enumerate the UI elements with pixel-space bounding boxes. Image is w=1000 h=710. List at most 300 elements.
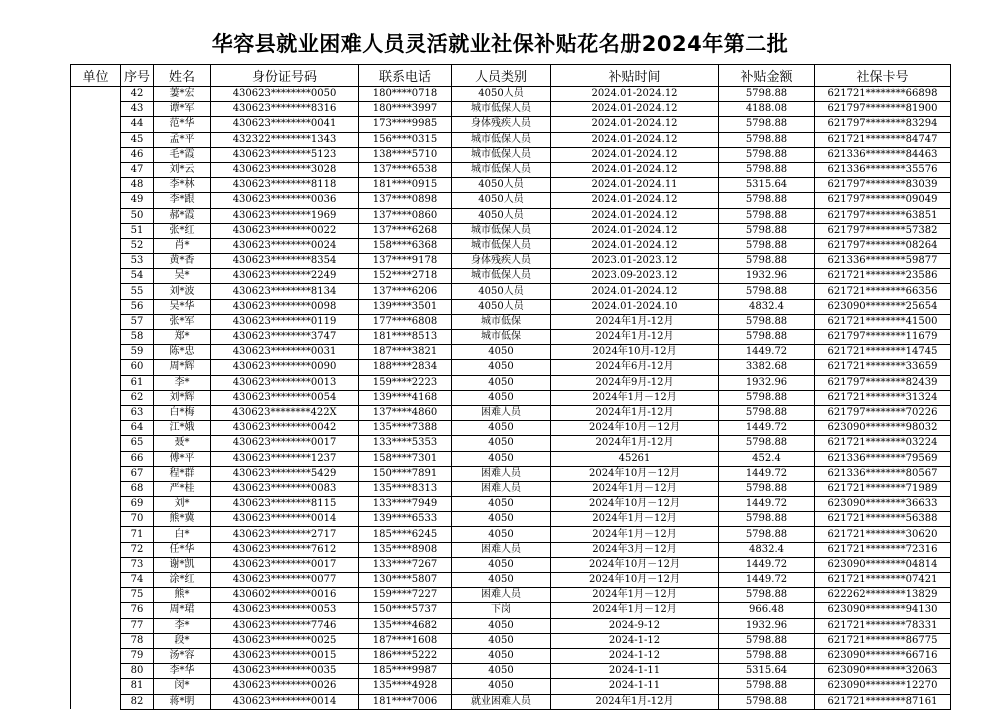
category-cell: 城市低保 xyxy=(452,314,551,329)
subsidy-amount-cell: 4832.4 xyxy=(719,542,815,557)
subsidy-period-cell: 2024年1月－12月 xyxy=(551,603,719,618)
subsidy-amount-cell: 5798.88 xyxy=(719,147,815,162)
unit-cell xyxy=(71,512,121,527)
subsidy-period-cell: 2024.01-2024.12 xyxy=(551,147,719,162)
id-number-cell: 430623********3028 xyxy=(211,162,359,177)
table-row xyxy=(71,664,951,679)
subsidy-amount-cell: 5798.88 xyxy=(719,481,815,496)
name-cell: 范*华 xyxy=(154,117,211,132)
phone-cell: 135****8908 xyxy=(359,542,452,557)
serial-cell: 62 xyxy=(121,390,154,405)
card-number-cell: 621797********81900 xyxy=(815,102,951,117)
unit-cell xyxy=(71,603,121,618)
serial-cell: 52 xyxy=(121,238,154,253)
subsidy-period-cell: 2024.01-2024.12 xyxy=(551,208,719,223)
category-cell: 城市低保 xyxy=(452,330,551,345)
serial-cell: 78 xyxy=(121,633,154,648)
unit-cell xyxy=(71,269,121,284)
serial-cell: 68 xyxy=(121,481,154,496)
category-cell: 4050 xyxy=(452,451,551,466)
name-cell: 熊* xyxy=(154,588,211,603)
phone-cell: 133****7949 xyxy=(359,497,452,512)
serial-cell: 55 xyxy=(121,284,154,299)
unit-cell xyxy=(71,481,121,496)
serial-cell: 64 xyxy=(121,421,154,436)
name-cell: 闵* xyxy=(154,679,211,694)
subsidy-period-cell: 2024-9-12 xyxy=(551,618,719,633)
category-cell: 城市低保人员 xyxy=(452,147,551,162)
table-row xyxy=(71,360,951,375)
unit-cell xyxy=(71,162,121,177)
category-cell: 4050人员 xyxy=(452,299,551,314)
unit-cell xyxy=(71,390,121,405)
name-cell: 刘*辉 xyxy=(154,390,211,405)
unit-cell xyxy=(71,557,121,572)
card-number-cell: 622262********13829 xyxy=(815,588,951,603)
card-number-cell: 621797********83039 xyxy=(815,178,951,193)
subsidy-amount-cell: 1449.72 xyxy=(719,557,815,572)
serial-cell: 80 xyxy=(121,664,154,679)
subsidy-period-cell: 2024-1-11 xyxy=(551,679,719,694)
serial-cell: 61 xyxy=(121,375,154,390)
serial-cell: 75 xyxy=(121,588,154,603)
unit-cell xyxy=(71,694,121,709)
phone-cell: 152****2718 xyxy=(359,269,452,284)
subsidy-period-cell: 2024.01-2024.12 xyxy=(551,162,719,177)
unit-cell xyxy=(71,648,121,663)
id-number-cell: 430623********1969 xyxy=(211,208,359,223)
name-cell: 蒋*明 xyxy=(154,694,211,709)
category-cell: 4050 xyxy=(452,648,551,663)
id-number-cell: 430623********0035 xyxy=(211,664,359,679)
table-row xyxy=(71,375,951,390)
serial-cell: 70 xyxy=(121,512,154,527)
serial-cell: 45 xyxy=(121,132,154,147)
table-row xyxy=(71,238,951,253)
card-number-cell: 623090********94130 xyxy=(815,603,951,618)
phone-cell: 180****0718 xyxy=(359,87,452,102)
table-row xyxy=(71,87,951,102)
card-number-cell: 621797********83294 xyxy=(815,117,951,132)
serial-cell: 66 xyxy=(121,451,154,466)
id-number-cell: 430623********7746 xyxy=(211,618,359,633)
category-cell: 困难人员 xyxy=(452,405,551,420)
subsidy-period-cell: 2024年1月-12月 xyxy=(551,330,719,345)
unit-cell xyxy=(71,679,121,694)
category-cell: 4050 xyxy=(452,512,551,527)
category-cell: 城市低保人员 xyxy=(452,223,551,238)
id-number-cell: 430623********0017 xyxy=(211,557,359,572)
subsidy-period-cell: 45261 xyxy=(551,451,719,466)
subsidy-amount-cell: 5798.88 xyxy=(719,284,815,299)
id-number-cell: 430623********8115 xyxy=(211,497,359,512)
name-cell: 张*红 xyxy=(154,223,211,238)
phone-cell: 150****7891 xyxy=(359,466,452,481)
unit-cell xyxy=(71,299,121,314)
unit-cell xyxy=(71,451,121,466)
id-number-cell: 430623********0083 xyxy=(211,481,359,496)
id-number-cell: 430623********0013 xyxy=(211,375,359,390)
subsidy-amount-cell: 5798.88 xyxy=(719,162,815,177)
table-row xyxy=(71,542,951,557)
table-row xyxy=(71,466,951,481)
subsidy-amount-cell: 5798.88 xyxy=(719,238,815,253)
name-cell: 熊*冀 xyxy=(154,512,211,527)
id-number-cell: 430623********8354 xyxy=(211,254,359,269)
serial-cell: 58 xyxy=(121,330,154,345)
subsidy-period-cell: 2024.01-2024.12 xyxy=(551,102,719,117)
table-row xyxy=(71,405,951,420)
category-cell: 4050 xyxy=(452,527,551,542)
category-cell: 4050人员 xyxy=(452,87,551,102)
subsidy-period-cell: 2024.01-2024.10 xyxy=(551,299,719,314)
category-cell: 困难人员 xyxy=(452,588,551,603)
id-number-cell: 430623********8316 xyxy=(211,102,359,117)
id-number-cell: 430623********0050 xyxy=(211,87,359,102)
subsidy-amount-cell: 5798.88 xyxy=(719,436,815,451)
unit-cell xyxy=(71,466,121,481)
id-number-cell: 430623********0036 xyxy=(211,193,359,208)
category-cell: 4050 xyxy=(452,557,551,572)
card-number-cell: 621721********66898 xyxy=(815,87,951,102)
card-number-cell: 623090********04814 xyxy=(815,557,951,572)
card-number-cell: 623090********66716 xyxy=(815,648,951,663)
subsidy-period-cell: 2023.01-2023.12 xyxy=(551,254,719,269)
subsidy-amount-cell: 5798.88 xyxy=(719,694,815,709)
table-row xyxy=(71,481,951,496)
card-number-cell: 623090********25654 xyxy=(815,299,951,314)
table-row xyxy=(71,269,951,284)
serial-cell: 49 xyxy=(121,193,154,208)
category-cell: 4050 xyxy=(452,497,551,512)
card-number-cell: 621721********41500 xyxy=(815,314,951,329)
table-row xyxy=(71,193,951,208)
id-number-cell: 430623********0090 xyxy=(211,360,359,375)
serial-cell: 73 xyxy=(121,557,154,572)
category-cell: 4050人员 xyxy=(452,284,551,299)
serial-cell: 42 xyxy=(121,87,154,102)
phone-cell: 185****9987 xyxy=(359,664,452,679)
name-cell: 吴*华 xyxy=(154,299,211,314)
serial-cell: 54 xyxy=(121,269,154,284)
subsidy-amount-cell: 5798.88 xyxy=(719,223,815,238)
phone-cell: 137****4860 xyxy=(359,405,452,420)
phone-cell: 181****7006 xyxy=(359,694,452,709)
card-number-cell: 621721********30620 xyxy=(815,527,951,542)
serial-cell: 53 xyxy=(121,254,154,269)
serial-cell: 74 xyxy=(121,573,154,588)
name-cell: 白* xyxy=(154,527,211,542)
table-row xyxy=(71,603,951,618)
name-cell: 傅*平 xyxy=(154,451,211,466)
serial-cell: 65 xyxy=(121,436,154,451)
unit-cell xyxy=(71,238,121,253)
serial-cell: 69 xyxy=(121,497,154,512)
card-number-cell: 621336********79569 xyxy=(815,451,951,466)
phone-cell: 180****3997 xyxy=(359,102,452,117)
subsidy-amount-cell: 1932.96 xyxy=(719,618,815,633)
card-number-cell: 621721********56388 xyxy=(815,512,951,527)
unit-cell xyxy=(71,178,121,193)
subsidy-amount-cell: 5798.88 xyxy=(719,330,815,345)
name-cell: 汤*容 xyxy=(154,648,211,663)
unit-cell xyxy=(71,284,121,299)
table-row xyxy=(71,117,951,132)
name-cell: 李*林 xyxy=(154,178,211,193)
serial-cell: 43 xyxy=(121,102,154,117)
card-number-cell: 621797********09049 xyxy=(815,193,951,208)
id-number-cell: 430623********8118 xyxy=(211,178,359,193)
name-cell: 程*群 xyxy=(154,466,211,481)
id-number-cell: 430623********3747 xyxy=(211,330,359,345)
subsidy-amount-cell: 5798.88 xyxy=(719,314,815,329)
name-cell: 李*跟 xyxy=(154,193,211,208)
subsidy-period-cell: 2024年10月－12月 xyxy=(551,466,719,481)
subsidy-period-cell: 2024年3月－12月 xyxy=(551,542,719,557)
subsidy-amount-cell: 3382.68 xyxy=(719,360,815,375)
subsidy-amount-cell: 5798.88 xyxy=(719,633,815,648)
phone-cell: 158****7301 xyxy=(359,451,452,466)
phone-cell: 150****5737 xyxy=(359,603,452,618)
table-row xyxy=(71,223,951,238)
phone-cell: 135****4928 xyxy=(359,679,452,694)
id-number-cell: 430623********5123 xyxy=(211,147,359,162)
table-row xyxy=(71,421,951,436)
card-number-cell: 621797********11679 xyxy=(815,330,951,345)
card-number-cell: 621721********71989 xyxy=(815,481,951,496)
serial-cell: 59 xyxy=(121,345,154,360)
card-number-cell: 623090********12270 xyxy=(815,679,951,694)
phone-cell: 156****0315 xyxy=(359,132,452,147)
card-number-cell: 621721********14745 xyxy=(815,345,951,360)
name-cell: 严*桂 xyxy=(154,481,211,496)
card-number-cell: 621721********66356 xyxy=(815,284,951,299)
unit-cell xyxy=(71,527,121,542)
phone-cell: 137****6206 xyxy=(359,284,452,299)
name-cell: 任*华 xyxy=(154,542,211,557)
subsidy-amount-cell: 5798.88 xyxy=(719,193,815,208)
category-cell: 4050 xyxy=(452,679,551,694)
subsidy-roster-table xyxy=(70,64,951,710)
category-cell: 城市低保人员 xyxy=(452,269,551,284)
subsidy-period-cell: 2024.01-2024.11 xyxy=(551,178,719,193)
category-cell: 城市低保人员 xyxy=(452,238,551,253)
id-number-cell: 430623********0119 xyxy=(211,314,359,329)
table-row xyxy=(71,618,951,633)
unit-cell xyxy=(71,497,121,512)
name-cell: 谭*军 xyxy=(154,102,211,117)
subsidy-period-cell: 2024年10月－12月 xyxy=(551,573,719,588)
phone-cell: 159****7227 xyxy=(359,588,452,603)
subsidy-amount-cell: 1449.72 xyxy=(719,573,815,588)
subsidy-amount-cell: 5315.64 xyxy=(719,178,815,193)
column-header-subsidy-period: 补贴时间 xyxy=(551,65,719,87)
unit-cell xyxy=(71,633,121,648)
category-cell: 4050人员 xyxy=(452,208,551,223)
card-number-cell: 621797********70226 xyxy=(815,405,951,420)
subsidy-amount-cell: 5798.88 xyxy=(719,390,815,405)
category-cell: 4050 xyxy=(452,573,551,588)
id-number-cell: 430623********0014 xyxy=(211,512,359,527)
unit-cell xyxy=(71,223,121,238)
card-number-cell: 621336********84463 xyxy=(815,147,951,162)
phone-cell: 137****0898 xyxy=(359,193,452,208)
phone-cell: 181****8513 xyxy=(359,330,452,345)
serial-cell: 56 xyxy=(121,299,154,314)
subsidy-period-cell: 2024年1月－12月 xyxy=(551,588,719,603)
subsidy-amount-cell: 1449.72 xyxy=(719,345,815,360)
unit-cell xyxy=(71,87,121,102)
subsidy-period-cell: 2024年9月-12月 xyxy=(551,375,719,390)
phone-cell: 137****6538 xyxy=(359,162,452,177)
card-number-cell: 621797********82439 xyxy=(815,375,951,390)
card-number-cell: 621721********31324 xyxy=(815,390,951,405)
name-cell: 李* xyxy=(154,618,211,633)
serial-cell: 77 xyxy=(121,618,154,633)
table-row xyxy=(71,588,951,603)
id-number-cell: 430623********0022 xyxy=(211,223,359,238)
unit-cell xyxy=(71,542,121,557)
phone-cell: 139****3501 xyxy=(359,299,452,314)
table-row xyxy=(71,178,951,193)
table-row xyxy=(71,314,951,329)
subsidy-amount-cell: 5798.88 xyxy=(719,679,815,694)
category-cell: 下岗 xyxy=(452,603,551,618)
table-row xyxy=(71,132,951,147)
subsidy-period-cell: 2024.01-2024.12 xyxy=(551,284,719,299)
subsidy-period-cell: 2024年1月－12月 xyxy=(551,481,719,496)
table-row xyxy=(71,648,951,663)
category-cell: 4050 xyxy=(452,633,551,648)
category-cell: 4050 xyxy=(452,360,551,375)
card-number-cell: 621721********72316 xyxy=(815,542,951,557)
name-cell: 张*军 xyxy=(154,314,211,329)
category-cell: 4050 xyxy=(452,390,551,405)
phone-cell: 158****6368 xyxy=(359,238,452,253)
category-cell: 身体残疾人员 xyxy=(452,117,551,132)
subsidy-amount-cell: 452.4 xyxy=(719,451,815,466)
category-cell: 城市低保人员 xyxy=(452,132,551,147)
card-number-cell: 623090********32063 xyxy=(815,664,951,679)
serial-cell: 46 xyxy=(121,147,154,162)
name-cell: 黄*香 xyxy=(154,254,211,269)
serial-cell: 57 xyxy=(121,314,154,329)
subsidy-period-cell: 2024年1月-12月 xyxy=(551,405,719,420)
serial-cell: 81 xyxy=(121,679,154,694)
subsidy-period-cell: 2024年10月－12月 xyxy=(551,497,719,512)
id-number-cell: 430623********0098 xyxy=(211,299,359,314)
id-number-cell: 430623********0042 xyxy=(211,421,359,436)
name-cell: 刘*云 xyxy=(154,162,211,177)
name-cell: 江*娥 xyxy=(154,421,211,436)
unit-cell xyxy=(71,573,121,588)
id-number-cell: 430623********2249 xyxy=(211,269,359,284)
unit-cell xyxy=(71,360,121,375)
column-header-category: 人员类别 xyxy=(452,65,551,87)
unit-cell xyxy=(71,193,121,208)
id-number-cell: 430623********0024 xyxy=(211,238,359,253)
name-cell: 谢*凯 xyxy=(154,557,211,572)
category-cell: 困难人员 xyxy=(452,542,551,557)
table-row xyxy=(71,254,951,269)
subsidy-period-cell: 2024年1月-12月 xyxy=(551,436,719,451)
name-cell: 毛*霞 xyxy=(154,147,211,162)
id-number-cell: 430623********7612 xyxy=(211,542,359,557)
subsidy-amount-cell: 5798.88 xyxy=(719,527,815,542)
table-row xyxy=(71,694,951,709)
table-row xyxy=(71,436,951,451)
phone-cell: 135****4682 xyxy=(359,618,452,633)
subsidy-amount-cell: 966.48 xyxy=(719,603,815,618)
id-number-cell: 430623********2717 xyxy=(211,527,359,542)
card-number-cell: 621336********35576 xyxy=(815,162,951,177)
serial-cell: 44 xyxy=(121,117,154,132)
category-cell: 4050人员 xyxy=(452,193,551,208)
subsidy-amount-cell: 5798.88 xyxy=(719,588,815,603)
subsidy-amount-cell: 5798.88 xyxy=(719,132,815,147)
phone-cell: 130****5807 xyxy=(359,573,452,588)
id-number-cell: 430623********0053 xyxy=(211,603,359,618)
subsidy-amount-cell: 1449.72 xyxy=(719,466,815,481)
subsidy-period-cell: 2024.01-2024.12 xyxy=(551,193,719,208)
card-number-cell: 621721********03224 xyxy=(815,436,951,451)
serial-cell: 51 xyxy=(121,223,154,238)
table-row xyxy=(71,102,951,117)
category-cell: 4050 xyxy=(452,664,551,679)
card-number-cell: 621721********84747 xyxy=(815,132,951,147)
subsidy-period-cell: 2024年1月－12月 xyxy=(551,527,719,542)
category-cell: 城市低保人员 xyxy=(452,162,551,177)
id-number-cell: 430623********0077 xyxy=(211,573,359,588)
phone-cell: 187****1608 xyxy=(359,633,452,648)
table-row xyxy=(71,345,951,360)
phone-cell: 137****6268 xyxy=(359,223,452,238)
table-row xyxy=(71,162,951,177)
unit-cell xyxy=(71,345,121,360)
category-cell: 困难人员 xyxy=(452,481,551,496)
table-row xyxy=(71,633,951,648)
table-row xyxy=(71,451,951,466)
unit-cell xyxy=(71,588,121,603)
phone-cell: 173****9985 xyxy=(359,117,452,132)
unit-cell xyxy=(71,254,121,269)
phone-cell: 181****0915 xyxy=(359,178,452,193)
card-number-cell: 621721********23586 xyxy=(815,269,951,284)
name-cell: 郝*霞 xyxy=(154,208,211,223)
id-number-cell: 430623********422X xyxy=(211,405,359,420)
card-number-cell: 623090********36633 xyxy=(815,497,951,512)
subsidy-amount-cell: 4188.08 xyxy=(719,102,815,117)
name-cell: 涂*红 xyxy=(154,573,211,588)
subsidy-period-cell: 2023.09-2023.12 xyxy=(551,269,719,284)
card-number-cell: 621797********57382 xyxy=(815,223,951,238)
id-number-cell: 430623********0014 xyxy=(211,694,359,709)
category-cell: 困难人员 xyxy=(452,466,551,481)
name-cell: 段* xyxy=(154,633,211,648)
card-number-cell: 621336********59877 xyxy=(815,254,951,269)
column-header-unit: 单位 xyxy=(71,65,121,87)
subsidy-period-cell: 2024.01-2024.12 xyxy=(551,87,719,102)
subsidy-amount-cell: 5798.88 xyxy=(719,117,815,132)
card-number-cell: 621797********08264 xyxy=(815,238,951,253)
name-cell: 刘* xyxy=(154,497,211,512)
serial-cell: 82 xyxy=(121,694,154,709)
phone-cell: 188****2834 xyxy=(359,360,452,375)
subsidy-amount-cell: 5798.88 xyxy=(719,87,815,102)
name-cell: 白*梅 xyxy=(154,405,211,420)
table-row xyxy=(71,497,951,512)
table-row xyxy=(71,557,951,572)
